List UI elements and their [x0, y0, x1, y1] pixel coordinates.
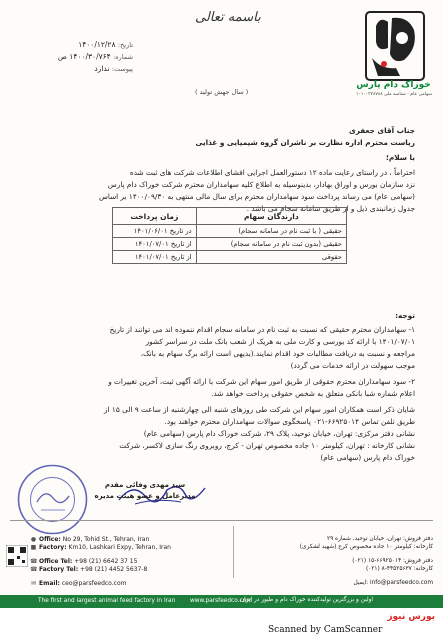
- footer-factory-address: ■ Factory: Km10, Lashkari Expy, Tehran, Iran: [30, 544, 171, 551]
- footer-factory-tel: ☎ Factory Tel: +98 (21) 4452 5637-8: [30, 566, 148, 573]
- bourse-news-logo: بورس نیوز: [387, 612, 435, 622]
- payment-schedule-table: [112, 207, 347, 264]
- footer-fa-office: دفتر فروش: تهران، خیابان توحید، شماره ۲۹: [326, 536, 433, 542]
- year-slogan: ( سال جهش تولید ): [195, 88, 249, 96]
- footer-office-address: ● Office: No 29, Tohid St., Tehran, Iran: [30, 536, 150, 543]
- footer-email[interactable]: ✉ Email: ceo@parsfeedco.com: [30, 580, 127, 587]
- table-cell: حقوقی: [196, 251, 346, 264]
- logo-subtitle: سهامی عام - شناسه ملی ۱۰۱۰۰۳۲۸۷۸۸: [356, 92, 432, 97]
- closing-line: طریق تلفن تماس ۶۶۹۲۵۰۱۴-۰۲۱ پاسخگوی سوالات سهامداران محترم خواهند بود.: [164, 417, 415, 426]
- note-line: ۱- سهامداران محترم حقیقی که نسبت به ثبت نام در سامانه سجام اقدام ننموده اند می توانند از تاریخ: [109, 325, 415, 334]
- table-row: [113, 251, 347, 264]
- banner-persian: اولین و بزرگترین تولیدکننده خوراک دام و طیور در ایران: [239, 597, 373, 603]
- footer-fa-factory: کارخانه: کیلومتر ۱۰ جاده مخصوص کرج (شهید لشکری): [299, 544, 433, 550]
- closing-line: نشانی دفتر مرکزی: تهران، خیابان توحید، پلاک ۲۹، شرکت خوراک دام پارس (سهامی عام): [143, 429, 415, 438]
- note-line: ۱۴۰۱/۰۷/۰۱ با ارائه کد بورسی و کارت ملی به هریک از شعب بانک ملت در سراسر کشور: [145, 337, 415, 346]
- table-cell: حقیقی (بدون ثبت نام در سامانه سجام): [196, 238, 346, 251]
- date-label: تاریخ:: [117, 41, 133, 49]
- footer-fa-factory-tel: کارخانه: ۴۴۵۲۵۶۳۷-۸ (۰۲۱): [365, 566, 433, 572]
- signer-title: مدیرعامل و عضو هیئت مدیره: [94, 492, 196, 500]
- column-header-holders: دارندگان سهام: [196, 208, 346, 225]
- paragraph-line: (سهامی عام) می رساند پرداخت سود سهامداران محترم برای سال مالی منتهی به ۱۴۰۰/۰۹/۳۰ بر اساس: [98, 192, 415, 201]
- location-icon: ●: [30, 536, 37, 543]
- note-line: مراجعه و نسبت به دریافت مطالبات خود اقدام نمایند.(بدیهی است ارائه برگ سهام به بانک،: [140, 349, 415, 358]
- basmala-heading: باسمه تعالی: [195, 10, 261, 25]
- number-line: [38, 52, 133, 61]
- notes-title: توجه:: [395, 311, 415, 320]
- paragraph-line: نزد سازمان بورس و اوراق بهادار، بدینوسیله به اطلاع کلیه سهامداران محترم شرکت خوراک دام پارس: [107, 180, 415, 189]
- note-line: موجب سهولت در ارائه خدمات می گردد): [290, 361, 415, 370]
- footer-office-tel: ☎ Office Tel: +98 (21) 6642 37 15: [30, 558, 138, 565]
- factory-icon: ■: [30, 544, 37, 551]
- footer-fa-email[interactable]: info@parsfeedco.com :ایمیل: [353, 580, 433, 586]
- note-line: اعلام شماره شبا بانکی متعلق به شخص حقوقی پرداخت خواهد شد.: [211, 389, 415, 398]
- attachment-label: پیوست:: [111, 65, 133, 73]
- footer-fa-office-tel: دفتر فروش: ۶۶۹۲۵۰۱۴-۱۵ (۰۲۱): [352, 558, 433, 564]
- attachment-line: [38, 64, 133, 73]
- column-header-payment-time: زمان پرداخت: [113, 208, 197, 225]
- number-value: ۱۴۰۰/۳۰/۷۶۴ ص: [57, 52, 111, 61]
- salutation: با سلام؛: [385, 153, 415, 162]
- qr-code-icon: [6, 545, 28, 567]
- logo-name: خوراک دام پارس: [356, 80, 431, 90]
- attachment-value: ندارد: [94, 64, 110, 73]
- table-row: [113, 225, 347, 238]
- note-1: [25, 324, 415, 372]
- email-icon: ✉: [30, 580, 37, 587]
- banner-website-link[interactable]: www.parsfeedco.com: [190, 598, 252, 604]
- table-cell: حقیقی ( با ثبت نام در سامانه سجام): [196, 225, 346, 238]
- table-cell: از تاریخ ۱۴۰۱/۰۷/۰۱: [113, 251, 197, 264]
- note-line: ۲- سود سهامداران محترم حقوقی از طریق امور سهام این شرکت با ارائه آگهی ثبت، آخرین تغییرات و: [108, 377, 415, 386]
- footer-banner: [0, 595, 443, 608]
- signer-name: سید مهدی وفائی مقدم: [104, 481, 186, 489]
- closing-line: شایان ذکر است همکاران امور سهام این شرکت طی روزهای شنبه الی چهارشنبه از ساعت ۹ الی ۱۵ از: [104, 405, 415, 414]
- phone-icon: ☎: [30, 558, 38, 565]
- paragraph-line: جدول زمانبندی ذیل و از طریق سامانه سجام می باشد .: [246, 204, 415, 213]
- table-header-row: [113, 208, 347, 225]
- recipient-name: جناب آقای جعفری: [349, 126, 415, 135]
- banner-english: The first and largest animal feed factory in Iran: [38, 598, 176, 604]
- phone-icon: ☎: [30, 566, 38, 573]
- closing-paragraph: [25, 404, 415, 464]
- paragraph-line: احتراماً ، در راستای رعایت ماده ۱۲ دستورالعمل اجرایی افشای اطلاعات شرکت های ثبت شده: [129, 168, 415, 177]
- date-line: [38, 40, 133, 49]
- footer-divider: [10, 520, 433, 521]
- closing-line: خوراک دام پارس (سهامی عام): [320, 453, 415, 462]
- table-cell: از تاریخ ۱۴۰۱/۰۷/۰۱: [113, 238, 197, 251]
- table-cell: در تاریخ ۱۴۰۱/۰۶/۰۱: [113, 225, 197, 238]
- date-value: ۱۴۰۰/۱۲/۲۸: [78, 40, 116, 49]
- recipient-title: ریاست محترم اداره نظارت بر ناشران گروه شیمیایی و غذایی: [195, 138, 415, 147]
- note-2: [25, 376, 415, 400]
- table-row: [113, 238, 347, 251]
- number-label: شماره:: [113, 53, 133, 61]
- closing-line: نشانی کارخانه : تهران، کیلومتر ۱۰ جاده مخصوص تهران - کرج، روبروی رنگ سازی لاکسر، شرکت: [119, 441, 415, 450]
- scanner-watermark: Scanned by CamScanner: [268, 625, 383, 635]
